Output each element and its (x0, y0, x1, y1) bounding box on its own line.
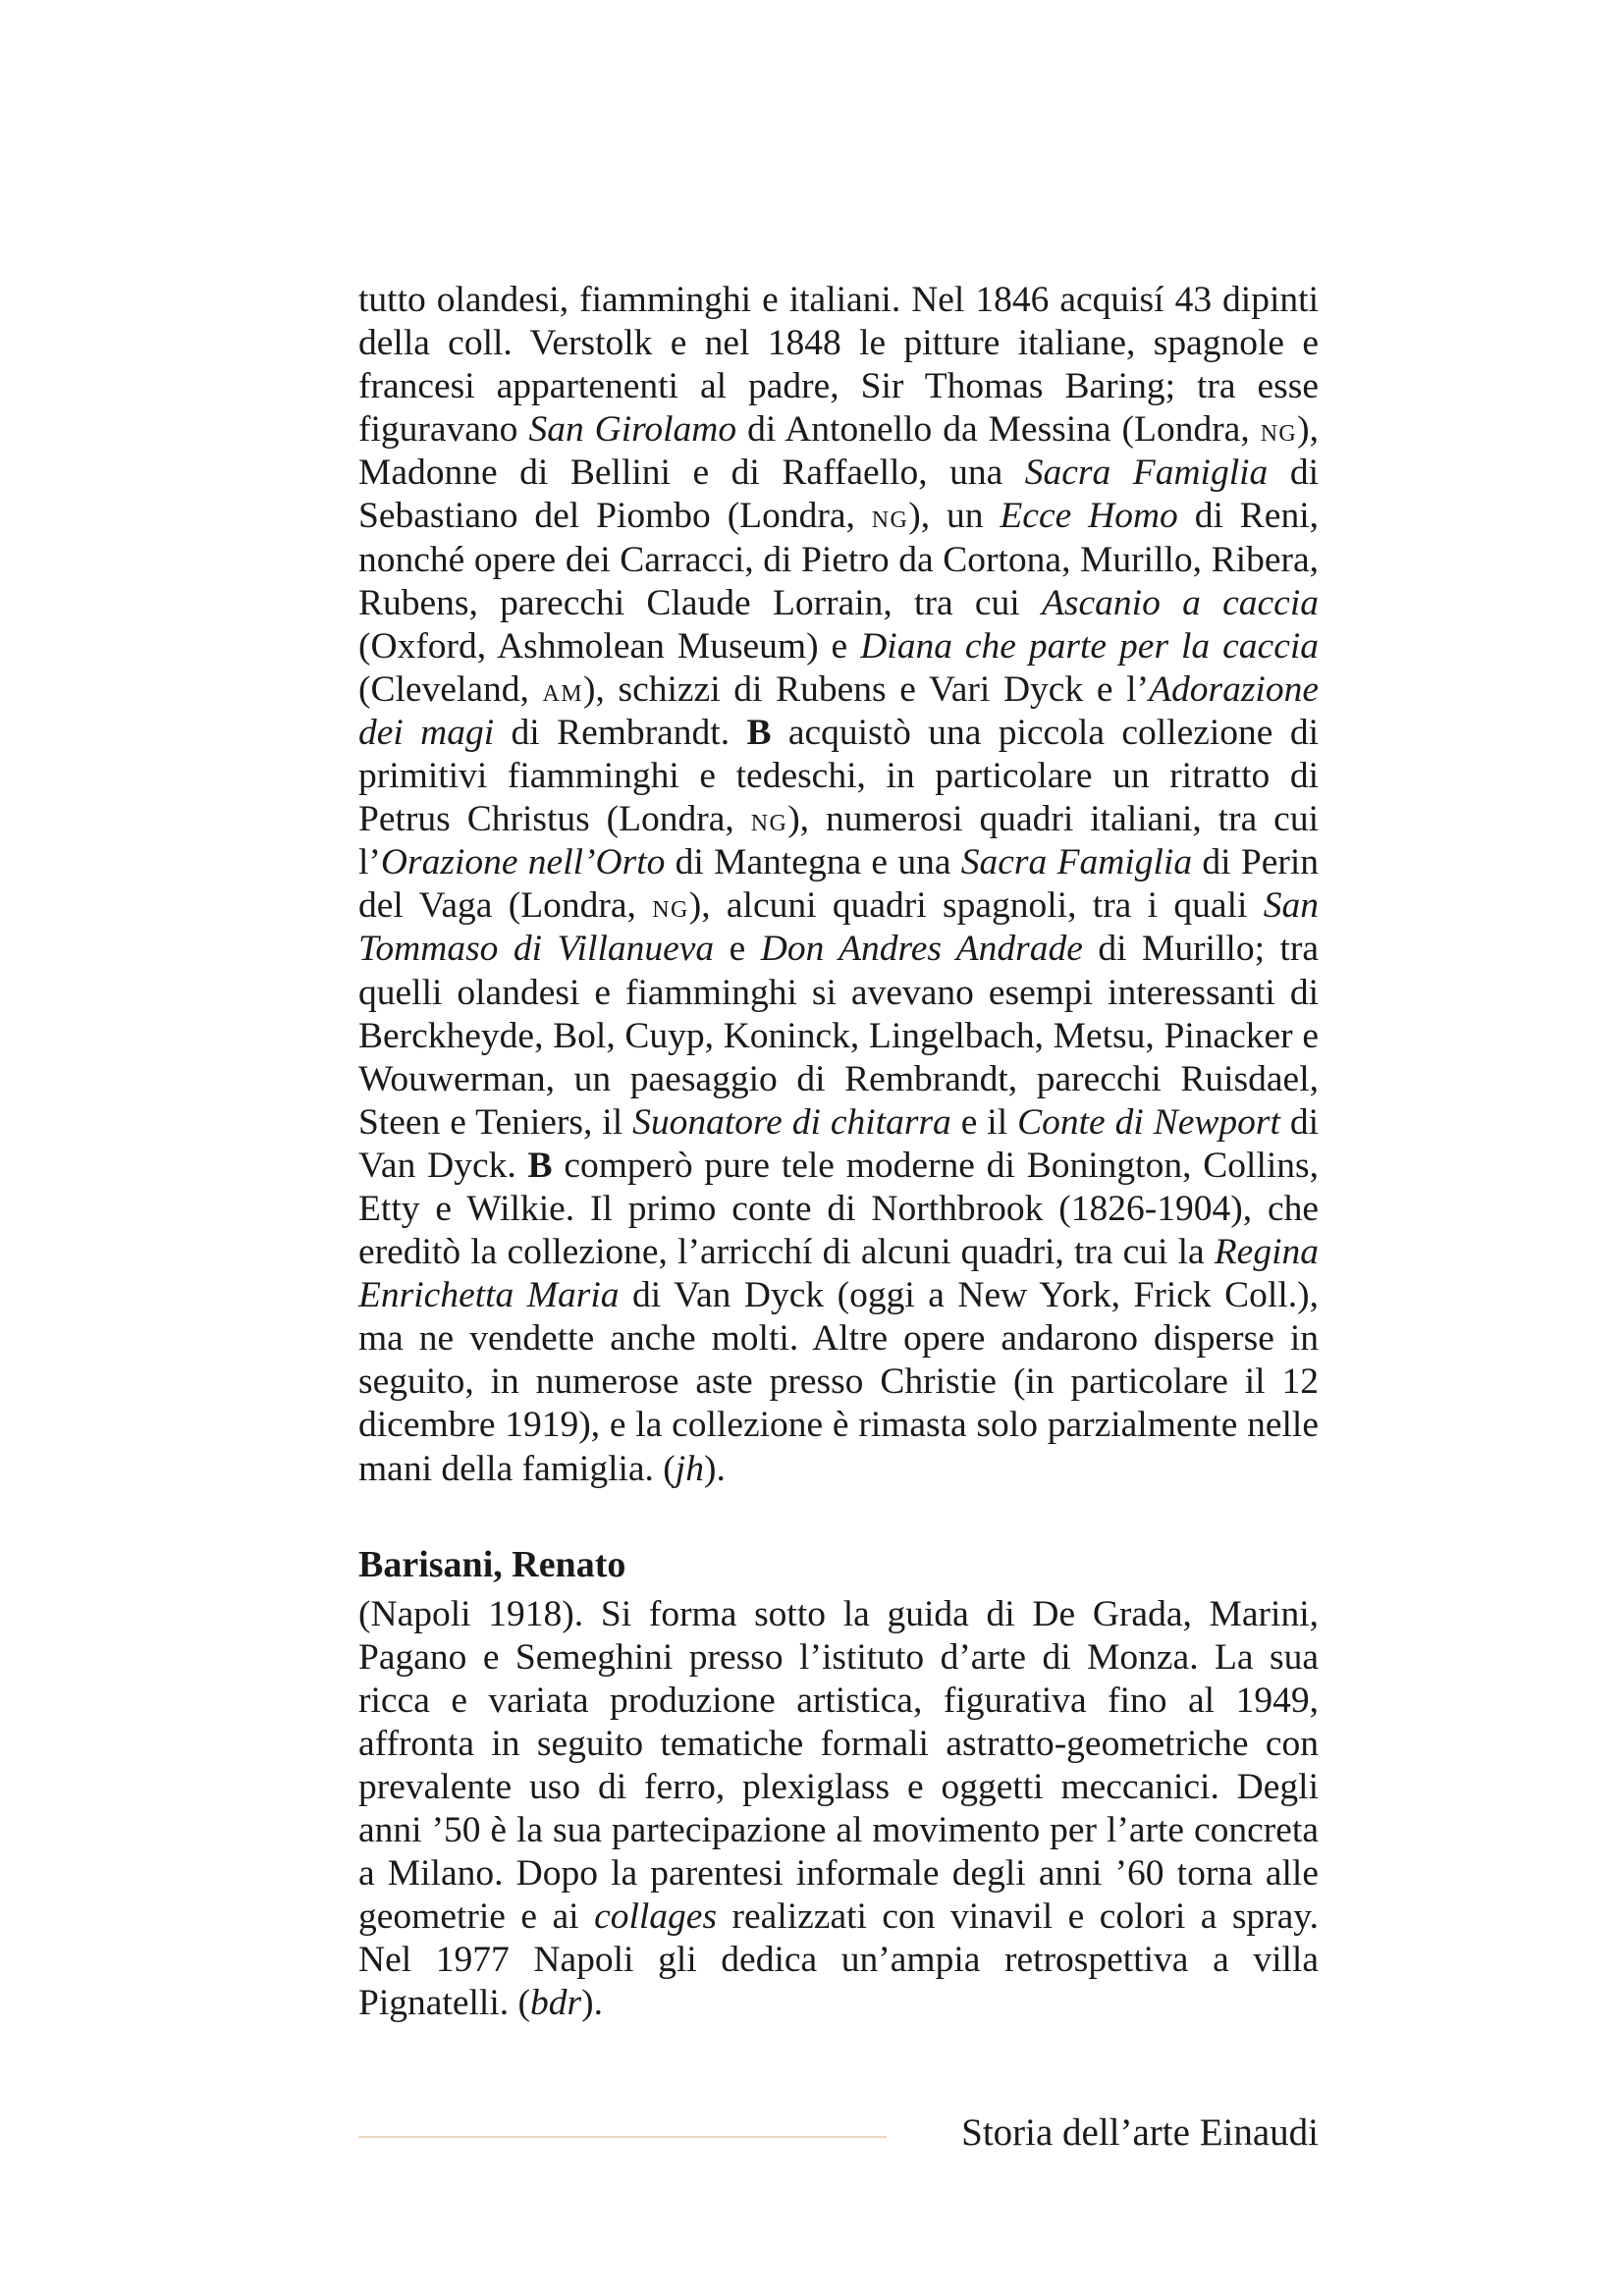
paragraph-baring-collection (358, 279, 1319, 1491)
text-run: e (714, 929, 761, 970)
text-run: ). (703, 1448, 726, 1489)
entry-title: Barisani, Renato (358, 1543, 626, 1585)
text-run: di Van Dyck. (358, 1101, 1319, 1186)
artwork-title: San Girolamo (528, 409, 737, 451)
artwork-title: Sacra Famiglia (960, 842, 1193, 883)
author-initials: bdr (529, 1983, 582, 2024)
entry-abbreviation: B (746, 712, 772, 753)
paragraph-barisani (358, 1593, 1319, 2026)
abbreviation: ng (652, 887, 689, 926)
text-run: di Van Dyck (oggi a New York, Frick Coll.), ma ne vendette anche molti. Altre opere andarono disperse in seguito, in numerose aste presso Christie (in particolare il 12 dicembre 1919), e la collezione è rimasta solo parzialmente nelle mani della famiglia. ( (358, 1275, 1319, 1489)
abbreviation: am (542, 670, 583, 709)
text-run: e il (950, 1101, 1018, 1143)
abbreviation: ng (871, 498, 909, 536)
text-run: di Rembrandt. (494, 712, 747, 753)
text-run: (Oxford, Ashmolean Museum) e (358, 625, 861, 667)
artwork-title: Orazione nell’Orto (380, 842, 666, 883)
text-run: ). (581, 1983, 603, 2024)
artwork-title: Diana che parte per la caccia (860, 625, 1320, 667)
text-run: di Murillo; tra quelli olandesi e fiamminghi si avevano esempi interessanti di Berckheyde, Bol, Cuyp, Koninck, Lingelbach, Metsu, Pinacker e Wouwerman, un paesaggio di Rembrandt, parecchi Ruisdael, Steen e Teniers, il (358, 929, 1319, 1143)
page-body (358, 279, 1319, 2026)
text-run: ), schizzi di Rubens e Vari Dyck e l’ (582, 668, 1150, 710)
abbreviation: ng (750, 801, 788, 839)
text-run: ), alcuni quadri spagnoli, tra i quali (688, 885, 1264, 927)
text-run: di Sebastiano del Piombo (Londra, (358, 453, 1319, 537)
artwork-title: San Tommaso di Villanueva (358, 885, 1319, 970)
footer-publication-title: Storia dell’arte Einaudi (961, 2111, 1319, 2154)
text-run: ), un (908, 496, 1001, 537)
artwork-title: Sacra Famiglia (1024, 453, 1269, 494)
abbreviation: ng (1260, 411, 1298, 450)
artwork-title: Suonatore di chitarra (632, 1101, 951, 1143)
artwork-title: Conte di Newport (1017, 1101, 1280, 1143)
text-run: (Cleveland, (358, 668, 543, 710)
artwork-title: Adorazione dei magi (358, 668, 1319, 753)
text-run: di Reni, nonché opere dei Carracci, di Pietro da Cortona, Murillo, Ribera, Rubens, parecchi Claude Lorrain, tra cui (358, 496, 1319, 623)
text-run: acquistò una piccola collezione di primitivi fiamminghi e tedeschi, in particolare un ritratto di Petrus Christus (Londra, (358, 712, 1319, 840)
footer-rule (358, 2136, 887, 2138)
text-run: ), Madonne di Bellini e di Raffaello, una (358, 409, 1320, 494)
entry-abbreviation: B (527, 1145, 553, 1186)
artwork-title: Ascanio a caccia (1042, 582, 1319, 623)
text-run: (Napoli 1918). Si forma sotto la guida di De Grada, Marini, Pagano e Semeghini presso l’istituto d’arte di Monza. La sua ricca e variata produzione artistica, figurativa fino al 1949, affronta in seguito tematiche formali astratto-geometriche con prevalente uso di ferro, plexiglass e oggetti meccanici. Degli anni ’50 è la sua partecipazione al movimento per l’arte concreta a Milano. Dopo la parentesi informale degli anni ’60 torna alle geometrie e ai (358, 1593, 1319, 1938)
artwork-title: Don Andres Andrade (760, 929, 1083, 970)
artwork-title: Ecce Homo (1000, 496, 1178, 537)
artwork-title: Regina Enrichetta Maria (358, 1232, 1319, 1316)
text-run: realizzati con vinavil e colori a spray. Nel 1977 Napoli gli dedica un’ampia retrospettiva a villa Pignatelli. ( (358, 1896, 1320, 2024)
text-run: di Mantegna e una (665, 842, 961, 883)
text-run: comperò pure tele moderne di Bonington, Collins, Etty e Wilkie. Il primo conte di Northbrook (1826-1904), che ereditò la collezione, l’arricchí di alcuni quadri, tra cui la (358, 1145, 1320, 1273)
italic-term: collages (594, 1896, 718, 1938)
text-run: di Perin del Vaga (Londra, (358, 842, 1320, 927)
author-initials: jh (675, 1448, 704, 1489)
text-run: ), numerosi quadri italiani, tra cui l’ (358, 799, 1319, 883)
text-run: tutto olandesi, fiamminghi e italiani. Nel 1846 acquisí 43 dipinti della coll. Verstolk e nel 1848 le pitture italiane, spagnole e francesi appartenenti al padre, Sir Thomas Baring; tra esse figuravano (358, 280, 1319, 451)
text-run: di Antonello da Messina (Londra, (736, 409, 1261, 451)
